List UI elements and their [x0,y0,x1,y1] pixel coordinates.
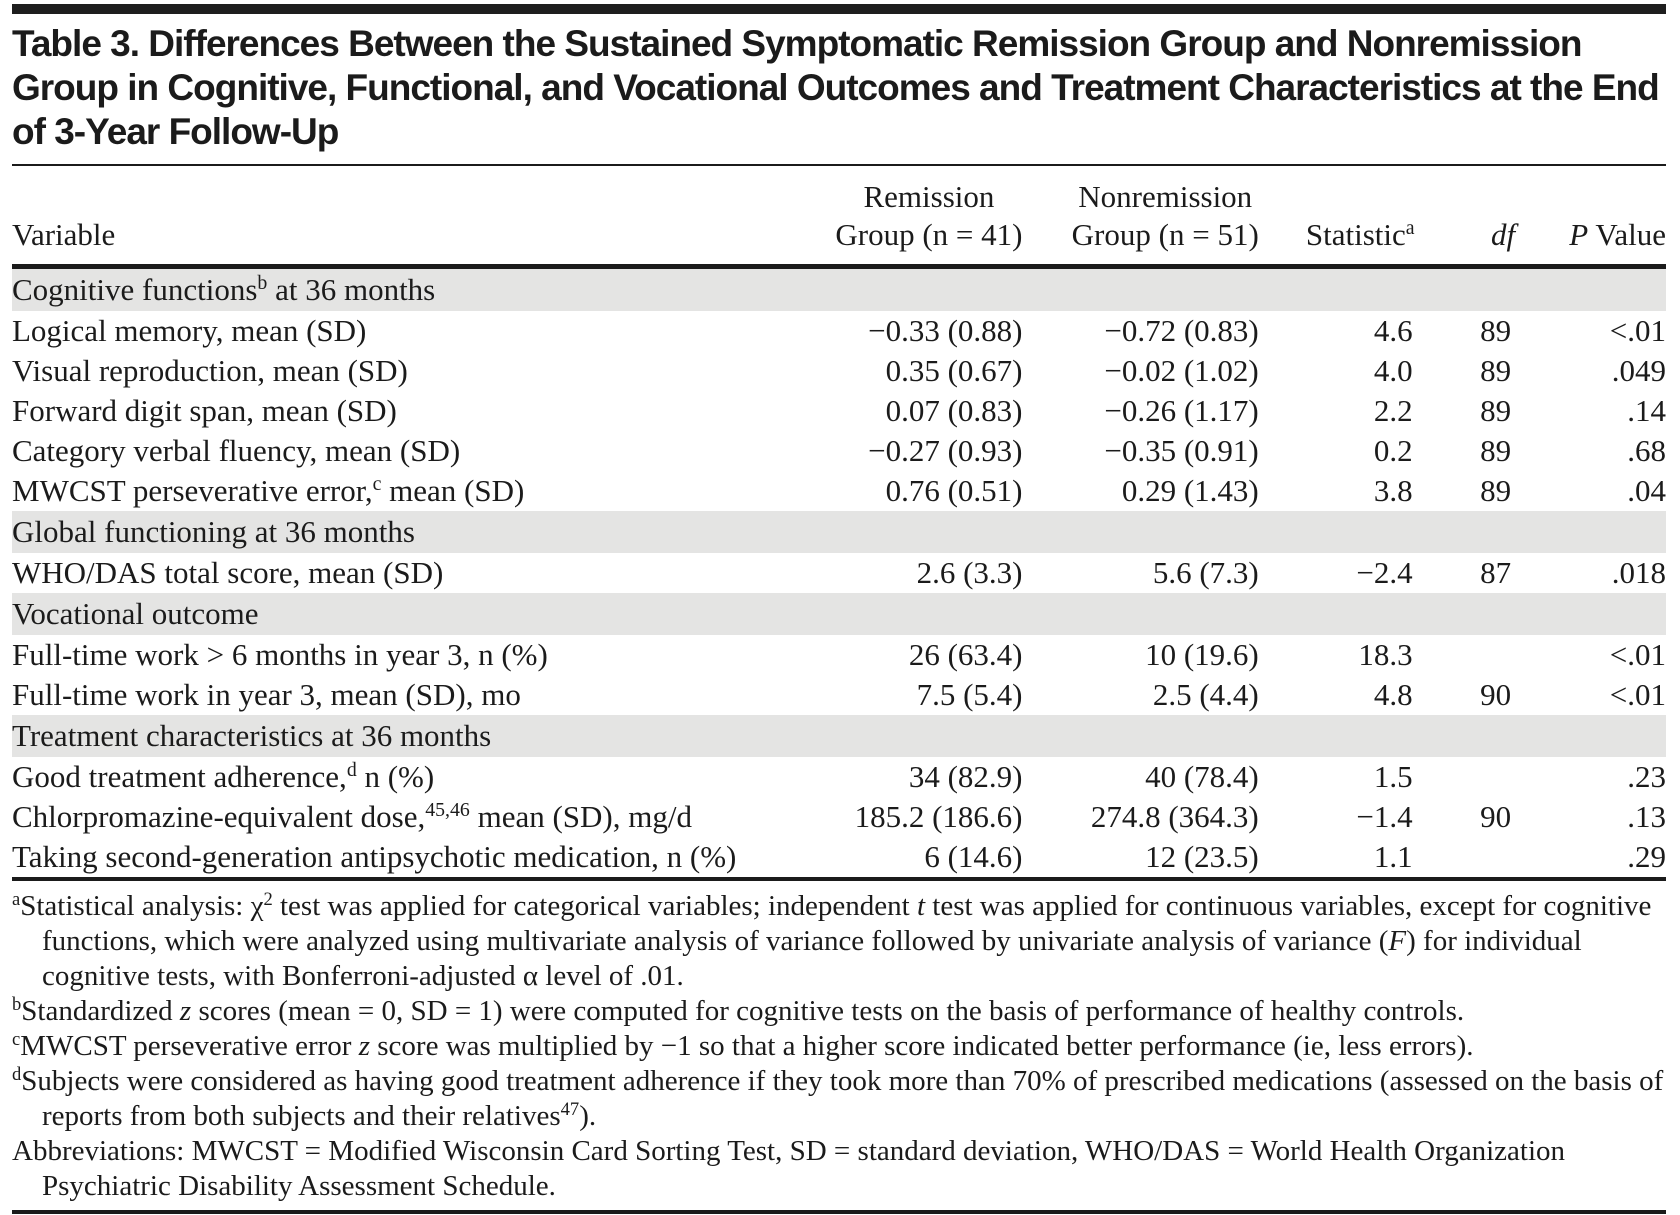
nonremission-value: 5.6 (7.3) [1152,555,1259,590]
nonremission-value: −0.26 (1.17) [1104,393,1259,428]
table-header [12,166,1666,267]
variable-cell: Taking second-generation antipsychotic medication, n (%) [12,839,737,874]
nonremission-value: −0.35 (0.91) [1104,433,1259,468]
variable-cell: Logical memory, mean (SD) [12,313,367,348]
p-value: .13 [1627,799,1666,834]
section-row [12,593,1666,635]
nonremission-value: 12 (23.5) [1145,839,1259,874]
bottom-double-rule [12,1210,1666,1215]
statistic-value: −2.4 [1356,555,1413,590]
df-value: 87 [1480,555,1512,590]
section-label: Cognitive functions$^b$ at 36 months [12,267,1666,312]
table-row [12,431,1666,471]
p-value: <.01 [1609,677,1666,712]
remission-value: 0.35 (0.67) [885,353,1023,388]
nonremission-value: −0.02 (1.02) [1104,353,1259,388]
remission-value: 34 (82.9) [908,759,1023,794]
statistic-value: 18.3 [1358,637,1413,672]
section-row [12,511,1666,553]
column-header-nonremission-group [1022,166,1258,267]
bottom-rule-thick [12,1210,1666,1214]
remission-value: 0.76 (0.51) [885,473,1023,508]
p-value: .23 [1627,759,1666,794]
table-row [12,311,1666,351]
header-row [12,166,1666,267]
df-value [1415,757,1516,797]
column-header-p-value: P Value [1515,166,1666,267]
p-value: .68 [1627,433,1666,468]
statistic-value: 4.8 [1373,677,1413,712]
variable-cell: Chlorpromazine-equivalent dose,$^{45,46}$ mean (SD), mg/d [12,799,692,834]
table-body [12,267,1666,880]
remission-value: 185.2 (186.6) [854,799,1023,834]
statistic-value: 4.0 [1373,353,1413,388]
footnote-b: $^b$Standardized z scores (mean = 0, SD = 1) were computed for cognitive tests on the basis of performance of healthy controls. [12,993,1465,1027]
remission-value: 26 (63.4) [908,637,1023,672]
variable-cell: Forward digit span, mean (SD) [12,393,397,428]
remission-header-line2: Group (n = 41) [835,217,1023,252]
p-value: .049 [1611,353,1666,388]
footnotes [12,889,1666,1204]
column-header-df: df [1415,166,1516,267]
remission-value: 2.6 (3.3) [916,555,1023,590]
remission-value: 0.07 (0.83) [885,393,1023,428]
statistic-value: 1.5 [1373,759,1413,794]
df-value: 89 [1480,313,1512,348]
section-row [12,267,1666,312]
table-row [12,471,1666,511]
df-value: 89 [1480,473,1512,508]
nonremission-header-line1: Nonremission [1078,179,1253,214]
statistic-value: 1.1 [1373,839,1413,874]
section-row [12,715,1666,757]
section-label: Treatment characteristics at 36 months [12,715,1666,757]
variable-cell: Full-time work > 6 months in year 3, n (%) [12,637,548,672]
p-value: .29 [1627,839,1666,874]
table-title: Table 3. Differences Between the Sustained Symptomatic Remission Group and Nonremission Group in Cognitive, Functional, and Vocational Outcomes and Treatment Characteristics at the End of 3-Year Follow-Up [12,23,1659,152]
nonremission-value: 0.29 (1.43) [1121,473,1259,508]
p-value: .04 [1627,473,1666,508]
df-value: 90 [1480,799,1512,834]
statistic-value: 3.8 [1373,473,1413,508]
statistic-value: 2.2 [1373,393,1413,428]
remission-value: 6 (14.6) [924,839,1023,874]
statistic-value: −1.4 [1356,799,1413,834]
p-value: <.01 [1609,637,1666,672]
df-value: 90 [1480,677,1512,712]
table-row [12,553,1666,593]
footnote-abbreviations: Abbreviations: MWCST = Modified Wisconsin Card Sorting Test, SD = standard deviation, WHO/DAS = World Health Organization Psychiatric Disability Assessment Schedule. [12,1135,1566,1202]
statistic-value: 0.2 [1373,433,1413,468]
variable-cell: Category verbal fluency, mean (SD) [12,433,461,468]
column-header-remission-group [831,166,1022,267]
remission-value: −0.27 (0.93) [868,433,1023,468]
variable-cell: MWCST perseverative error,$^c$ mean (SD) [12,473,525,508]
table-row [12,351,1666,391]
df-value [1415,837,1516,879]
nonremission-value: 274.8 (364.3) [1090,799,1259,834]
top-rule [12,4,1666,14]
df-value: 89 [1480,393,1512,428]
p-value: <.01 [1609,313,1666,348]
nonremission-value: 10 (19.6) [1145,637,1259,672]
column-header-statistic: Statistic$^a$ [1259,166,1415,267]
table-row [12,797,1666,837]
section-label: Global functioning at 36 months [12,511,1666,553]
footnote-a: $^a$Statistical analysis: $\chi^2$ test was applied for categorical variables; independent t test was applied for continuous variables, except for cognitive functions, which were analyzed using multivariate analysis of variance followed by univariate analysis of variance (F) for individual cognitive tests, with Bonferroni-adjusted α level of .01. [12,888,1652,992]
statistic-value: 4.6 [1373,313,1413,348]
table-row [12,675,1666,715]
p-value: .14 [1627,393,1666,428]
table-row [12,391,1666,431]
remission-value: 7.5 (5.4) [916,677,1023,712]
variable-cell: Visual reproduction, mean (SD) [12,353,408,388]
footnote-c: $^c$MWCST perseverative error z score was multiplied by −1 so that a higher score indicated better performance (ie, less errors). [12,1028,1474,1062]
df-value [1415,635,1516,675]
nonremission-value: −0.72 (0.83) [1104,313,1259,348]
footnote-d: $^d$Subjects were considered as having good treatment adherence if they took more than 70% of prescribed medications (assessed on the basis of reports from both subjects and their relatives$^{47}$). [12,1063,1664,1132]
variable-cell: Good treatment adherence,$^d$ n (%) [12,759,435,794]
section-label: Vocational outcome [12,593,1666,635]
nonremission-header-line2: Group (n = 51) [1071,217,1259,252]
table-row [12,635,1666,675]
table-row [12,837,1666,879]
column-header-variable: Variable [12,166,831,267]
table-row [12,757,1666,797]
variable-cell: WHO/DAS total score, mean (SD) [12,555,444,590]
df-value: 89 [1480,433,1512,468]
p-value: .018 [1611,555,1666,590]
remission-value: −0.33 (0.88) [868,313,1023,348]
statistics-table [12,166,1666,881]
nonremission-value: 2.5 (4.4) [1152,677,1259,712]
variable-cell: Full-time work in year 3, mean (SD), mo [12,677,521,712]
remission-header-line1: Remission [863,179,995,214]
df-value: 89 [1480,353,1512,388]
nonremission-value: 40 (78.4) [1145,759,1259,794]
